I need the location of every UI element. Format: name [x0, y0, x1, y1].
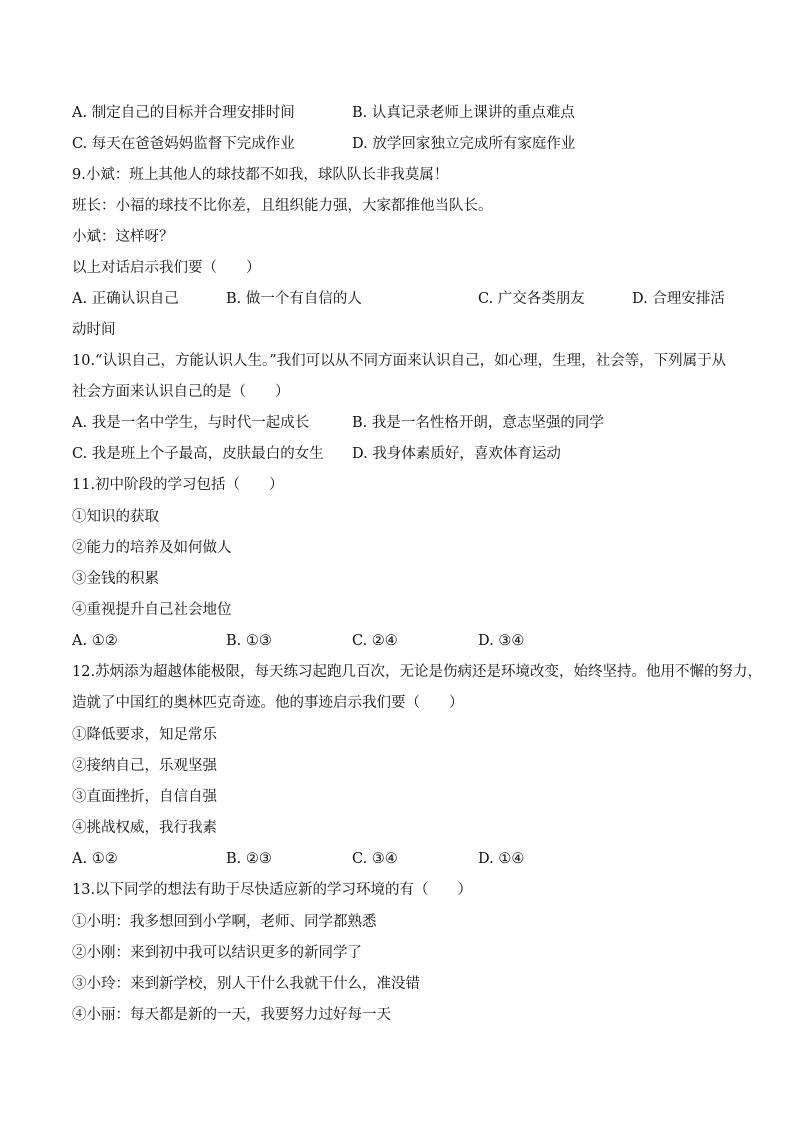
option-b: B. 做一个有自信的人	[226, 291, 362, 307]
list-item: ①降低要求，知足常乐	[72, 727, 217, 743]
option-a: A. 制定自己的目标并合理安排时间	[72, 105, 295, 121]
list-item: ②能力的培养及如何做人	[72, 540, 232, 556]
option-wrap: 动时间	[72, 322, 116, 338]
option-d: D. 我身体素质好，喜欢体育运动	[352, 446, 561, 462]
q9-text: 以上对话启示我们要（ ）	[72, 260, 261, 276]
option-row	[72, 134, 732, 154]
option-row	[72, 413, 732, 433]
option-row	[72, 103, 732, 123]
option-c: C. 广交各类朋友	[478, 291, 585, 307]
option-c: C. ②④	[352, 633, 398, 649]
option-row	[72, 631, 732, 651]
list-item: ①小明：我多想回到小学啊，老师、同学都熟悉	[72, 914, 377, 930]
option-a: A. ①②	[72, 633, 118, 649]
list-item: ③小玲：来到新学校，别人干什么我就干什么，准没错	[72, 976, 420, 992]
list-item: ②小刚：来到初中我可以结识更多的新同学了	[72, 945, 362, 961]
q12-stem: 12.苏炳添为超越体能极限，每天练习起跑几百次，无论是伤病还是环境改变，始终坚持。他用不懈的努力，	[72, 664, 763, 680]
list-item: ③直面挫折，自信自强	[72, 789, 217, 805]
q13-stem: 13.以下同学的想法有助于尽快适应新的学习环境的有（ ）	[72, 882, 473, 898]
q9-text: 小斌：这样呀？	[72, 229, 174, 245]
option-d: D. 放学回家独立完成所有家庭作业	[352, 136, 576, 152]
list-item: ③金钱的积累	[72, 571, 159, 587]
q9-text: 班长：小福的球技不比你差，且组织能力强，大家都推他当队长。	[72, 198, 493, 214]
option-a: A. ①②	[72, 851, 118, 867]
list-item: ④挑战权威，我行我素	[72, 820, 217, 836]
q9-stem: 9.小斌：班上其他人的球技都不如我，球队队长非我莫属！	[72, 167, 449, 183]
list-item: ④小丽：每天都是新的一天，我要努力过好每一天	[72, 1007, 391, 1023]
q11-stem: 11.初中阶段的学习包括（ ）	[72, 477, 284, 493]
option-b: B. ②③	[226, 851, 272, 867]
q10-stem: 10.“认识自己，方能认识人生。”我们可以从不同方面来认识自己，如心理，生理，社会等，下列属于从	[72, 353, 727, 369]
list-item: ①知识的获取	[72, 509, 159, 525]
option-c: C. 每天在爸爸妈妈监督下完成作业	[72, 136, 295, 152]
option-c: C. 我是班上个子最高，皮肤最白的女生	[72, 446, 324, 462]
option-b: B. 认真记录老师上课讲的重点难点	[352, 105, 575, 121]
list-item: ④重视提升自己社会地位	[72, 602, 232, 618]
option-d: D. 合理安排活	[632, 291, 725, 307]
option-d: D. ③④	[478, 633, 525, 649]
option-c: C. ③④	[352, 851, 398, 867]
option-a: A. 正确认识自己	[72, 291, 179, 307]
option-row	[72, 444, 732, 464]
option-row	[72, 289, 732, 309]
option-row	[72, 849, 732, 869]
q12-text: 造就了中国红的奥林匹克奇迹。他的事迹启示我们要（ ）	[72, 695, 464, 711]
option-b: B. 我是一名性格开朗，意志坚强的同学	[352, 415, 604, 431]
option-b: B. ①③	[226, 633, 272, 649]
list-item: ②接纳自己，乐观坚强	[72, 758, 217, 774]
q10-text: 社会方面来认识自己的是（ ）	[72, 384, 290, 400]
option-d: D. ①④	[478, 851, 525, 867]
option-a: A. 我是一名中学生，与时代一起成长	[72, 415, 310, 431]
